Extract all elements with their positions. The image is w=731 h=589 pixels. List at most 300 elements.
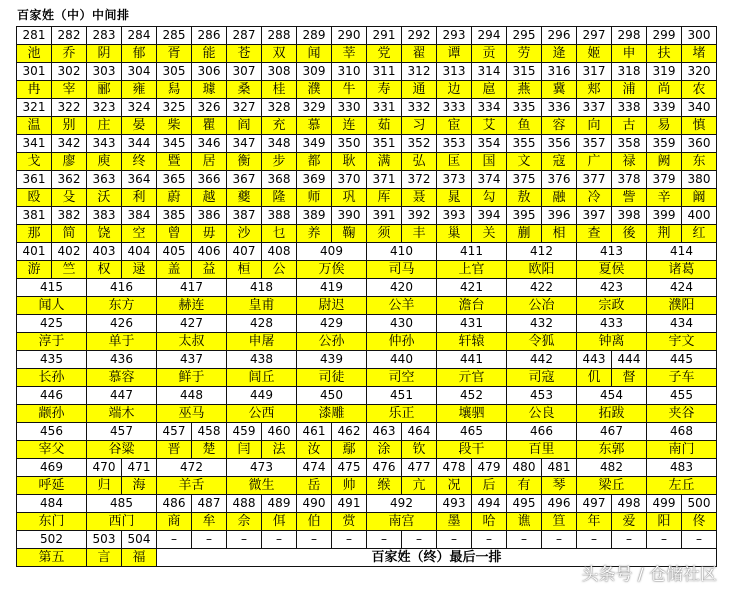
number-cell: 306 — [192, 63, 227, 81]
surname-row — [17, 261, 717, 279]
number-cell: 329 — [297, 99, 332, 117]
surname-cell: 段干 — [437, 441, 507, 459]
number-row — [17, 135, 717, 153]
number-cell: 314 — [472, 63, 507, 81]
surname-cell: 空 — [122, 225, 157, 243]
surname-cell: 通 — [402, 81, 437, 99]
number-cell: 319 — [647, 63, 682, 81]
surname-cell: 钦 — [402, 441, 437, 459]
surname-cell: 农 — [682, 81, 717, 99]
surname-cell: 佴 — [262, 513, 297, 531]
surname-cell: 沃 — [87, 189, 122, 207]
number-cell: 467 — [577, 423, 647, 441]
number-cell: 392 — [402, 207, 437, 225]
number-cell: 462 — [332, 423, 367, 441]
number-cell: 422 — [507, 279, 577, 297]
number-cell: 342 — [52, 135, 87, 153]
number-cell: 354 — [472, 135, 507, 153]
number-cell: 353 — [437, 135, 472, 153]
surname-cell: 姬 — [577, 45, 612, 63]
number-cell: 328 — [262, 99, 297, 117]
surname-cell: 容 — [542, 117, 577, 135]
number-cell: 398 — [612, 207, 647, 225]
number-cell: 311 — [367, 63, 402, 81]
number-cell: 394 — [472, 207, 507, 225]
surname-cell: 池 — [17, 45, 52, 63]
surname-cell: 易 — [647, 117, 682, 135]
number-cell: 403 — [87, 243, 122, 261]
number-cell: – — [332, 531, 367, 549]
surname-cell: 百里 — [507, 441, 577, 459]
surname-cell: 司空 — [367, 369, 437, 387]
surname-cell: 弘 — [402, 153, 437, 171]
number-cell: 290 — [332, 27, 367, 45]
surname-cell: 关 — [472, 225, 507, 243]
number-cell: 436 — [87, 351, 157, 369]
number-cell: 470 — [87, 459, 122, 477]
number-cell: 381 — [17, 207, 52, 225]
number-cell: 445 — [647, 351, 717, 369]
number-cell: 293 — [437, 27, 472, 45]
number-row — [17, 423, 717, 441]
number-cell: 351 — [367, 135, 402, 153]
number-cell: 448 — [157, 387, 227, 405]
surname-cell: 第五 — [17, 549, 87, 567]
surname-cell: 勾 — [472, 189, 507, 207]
surname-row — [17, 513, 717, 531]
number-cell: 285 — [157, 27, 192, 45]
surname-cell: 居 — [192, 153, 227, 171]
number-cell: 396 — [542, 207, 577, 225]
surname-cell: 柴 — [157, 117, 192, 135]
number-cell: 375 — [507, 171, 542, 189]
number-cell: 460 — [262, 423, 297, 441]
surname-cell: 司寇 — [507, 369, 577, 387]
table-body — [17, 27, 717, 567]
surname-cell: 廖 — [52, 153, 87, 171]
surname-cell: 申 — [612, 45, 647, 63]
surname-cell: 逄 — [542, 45, 577, 63]
number-cell: 455 — [647, 387, 717, 405]
surname-cell: 淳于 — [17, 333, 87, 351]
surname-cell: 翟 — [402, 45, 437, 63]
number-cell: 304 — [122, 63, 157, 81]
surname-cell: 扈 — [472, 81, 507, 99]
number-cell: 425 — [17, 315, 87, 333]
surname-cell: 胥 — [157, 45, 192, 63]
number-cell: 382 — [52, 207, 87, 225]
surname-cell: 殴 — [17, 189, 52, 207]
surname-row — [17, 81, 717, 99]
number-cell: 444 — [612, 351, 647, 369]
surname-cell: 能 — [192, 45, 227, 63]
surname-cell: 沙 — [227, 225, 262, 243]
surname-cell: 东 — [682, 153, 717, 171]
number-cell: 480 — [507, 459, 542, 477]
number-cell: 367 — [227, 171, 262, 189]
number-row — [17, 207, 717, 225]
number-cell: 300 — [682, 27, 717, 45]
surname-cell: 乜 — [262, 225, 297, 243]
number-cell: 303 — [87, 63, 122, 81]
watermark: 头条号 / 仓储社区 — [581, 565, 717, 585]
number-cell: 368 — [262, 171, 297, 189]
number-cell: 385 — [157, 207, 192, 225]
surname-cell: 融 — [542, 189, 577, 207]
surname-row — [17, 297, 717, 315]
surname-cell: 尚 — [647, 81, 682, 99]
number-cell: 355 — [507, 135, 542, 153]
surname-cell: 乐正 — [367, 405, 437, 423]
number-cell: – — [437, 531, 472, 549]
number-cell: 415 — [17, 279, 87, 297]
surname-cell: 公 — [262, 261, 297, 279]
surname-cell: 羊舌 — [157, 477, 227, 495]
number-cell: 281 — [17, 27, 52, 45]
surname-cell: 商 — [157, 513, 192, 531]
surname-cell: 宰父 — [17, 441, 87, 459]
surname-table — [16, 26, 717, 567]
surname-cell: 亢 — [402, 477, 437, 495]
surname-cell: 公西 — [227, 405, 297, 423]
number-cell: 389 — [297, 207, 332, 225]
number-cell: 331 — [367, 99, 402, 117]
number-cell: – — [367, 531, 402, 549]
number-row — [17, 279, 717, 297]
number-cell: 449 — [227, 387, 297, 405]
number-cell: 289 — [297, 27, 332, 45]
surname-cell: 须 — [367, 225, 402, 243]
number-cell: 447 — [87, 387, 157, 405]
number-cell: 479 — [472, 459, 507, 477]
surname-cell: 闾丘 — [227, 369, 297, 387]
number-cell: 352 — [402, 135, 437, 153]
surname-cell: 别 — [52, 117, 87, 135]
number-cell: 495 — [507, 495, 542, 513]
surname-cell: 夏侯 — [577, 261, 647, 279]
surname-cell: 皇甫 — [227, 297, 297, 315]
surname-cell: 东门 — [17, 513, 87, 531]
number-cell: 299 — [647, 27, 682, 45]
surname-cell: 欧阳 — [507, 261, 577, 279]
surname-cell: 广 — [577, 153, 612, 171]
surname-cell: 东郭 — [577, 441, 647, 459]
number-cell: 414 — [647, 243, 717, 261]
surname-cell: 温 — [17, 117, 52, 135]
surname-cell: 蔚 — [157, 189, 192, 207]
surname-cell: 向 — [577, 117, 612, 135]
number-cell: 321 — [17, 99, 52, 117]
surname-cell: 盖 — [157, 261, 192, 279]
surname-cell: 饶 — [87, 225, 122, 243]
number-cell: – — [227, 531, 262, 549]
number-cell: 482 — [577, 459, 647, 477]
number-cell: 461 — [297, 423, 332, 441]
number-cell: – — [472, 531, 507, 549]
number-cell: 335 — [507, 99, 542, 117]
number-cell: 395 — [507, 207, 542, 225]
number-cell: 441 — [437, 351, 507, 369]
number-cell: – — [577, 531, 612, 549]
number-cell: 457 — [157, 423, 192, 441]
surname-cell: 濮 — [297, 81, 332, 99]
number-cell: 324 — [122, 99, 157, 117]
number-row — [17, 351, 717, 369]
number-cell: 494 — [472, 495, 507, 513]
surname-cell: 公羊 — [367, 297, 437, 315]
surname-cell: 漆雕 — [297, 405, 367, 423]
surname-cell: 万俟 — [297, 261, 367, 279]
surname-cell: 宇文 — [647, 333, 717, 351]
surname-row — [17, 369, 717, 387]
surname-cell: 宗政 — [577, 297, 647, 315]
surname-cell: 瞿 — [192, 117, 227, 135]
surname-cell: 伯 — [297, 513, 332, 531]
number-cell: 287 — [227, 27, 262, 45]
number-cell: – — [297, 531, 332, 549]
surname-cell: 申屠 — [227, 333, 297, 351]
number-cell: 317 — [577, 63, 612, 81]
surname-cell: 步 — [262, 153, 297, 171]
number-cell: 440 — [367, 351, 437, 369]
number-cell: 471 — [122, 459, 157, 477]
number-cell: 334 — [472, 99, 507, 117]
surname-row — [17, 333, 717, 351]
number-cell: 473 — [227, 459, 297, 477]
surname-cell: 益 — [192, 261, 227, 279]
number-cell: – — [402, 531, 437, 549]
number-cell: 292 — [402, 27, 437, 45]
number-cell: 397 — [577, 207, 612, 225]
number-cell: 308 — [262, 63, 297, 81]
surname-cell: 扶 — [647, 45, 682, 63]
number-cell: 384 — [122, 207, 157, 225]
surname-cell: 闻人 — [17, 297, 87, 315]
surname-cell: 訾 — [612, 189, 647, 207]
number-cell: – — [542, 531, 577, 549]
surname-cell: 贡 — [472, 45, 507, 63]
number-cell: 376 — [542, 171, 577, 189]
surname-cell: 福 — [122, 549, 157, 567]
number-cell: 427 — [157, 315, 227, 333]
number-cell: 313 — [437, 63, 472, 81]
number-cell: 420 — [367, 279, 437, 297]
number-cell: 477 — [402, 459, 437, 477]
number-cell: 336 — [542, 99, 577, 117]
number-cell: 499 — [647, 495, 682, 513]
surname-cell: 闻 — [297, 45, 332, 63]
surname-cell: 耿 — [332, 153, 367, 171]
number-cell: 466 — [507, 423, 577, 441]
number-cell: 309 — [297, 63, 332, 81]
surname-cell: 养 — [297, 225, 332, 243]
number-cell: 402 — [52, 243, 87, 261]
surname-cell: 乔 — [52, 45, 87, 63]
surname-cell: 那 — [17, 225, 52, 243]
number-row — [17, 495, 717, 513]
number-cell: 295 — [507, 27, 542, 45]
surname-cell: 浦 — [612, 81, 647, 99]
sheet-title: 百家姓（中）中间排 — [17, 8, 130, 22]
surname-cell: 阴 — [87, 45, 122, 63]
number-row — [17, 171, 717, 189]
number-cell: 339 — [647, 99, 682, 117]
number-cell: 469 — [17, 459, 87, 477]
surname-cell: 璩 — [192, 81, 227, 99]
surname-cell: 终 — [122, 153, 157, 171]
surname-cell: 舄 — [157, 81, 192, 99]
number-cell: 411 — [437, 243, 507, 261]
surname-cell: 濮阳 — [647, 297, 717, 315]
number-cell: 492 — [367, 495, 437, 513]
number-cell: 364 — [122, 171, 157, 189]
number-cell: 419 — [297, 279, 367, 297]
surname-cell: 满 — [367, 153, 402, 171]
surname-cell: 郁 — [122, 45, 157, 63]
surname-cell: 西门 — [87, 513, 157, 531]
number-cell: 456 — [17, 423, 87, 441]
surname-cell: 左丘 — [647, 477, 717, 495]
surname-cell: 帅 — [332, 477, 367, 495]
surname-cell: 琴 — [542, 477, 577, 495]
surname-cell: 后 — [472, 477, 507, 495]
surname-cell: 笪 — [542, 513, 577, 531]
surname-row — [17, 45, 717, 63]
surname-cell: 司马 — [367, 261, 437, 279]
number-cell: 493 — [437, 495, 472, 513]
surname-cell: 公良 — [507, 405, 577, 423]
number-cell: 421 — [437, 279, 507, 297]
number-cell: 383 — [87, 207, 122, 225]
surname-cell: 桂 — [262, 81, 297, 99]
surname-cell: 古 — [612, 117, 647, 135]
number-row — [17, 243, 717, 261]
surname-cell: 上官 — [437, 261, 507, 279]
number-cell: 341 — [17, 135, 52, 153]
surname-cell: 爱 — [612, 513, 647, 531]
number-cell: 475 — [332, 459, 367, 477]
number-cell: 307 — [227, 63, 262, 81]
number-cell: 393 — [437, 207, 472, 225]
surname-cell: 归 — [87, 477, 122, 495]
surname-cell: 竺 — [52, 261, 87, 279]
surname-cell: 壤驷 — [437, 405, 507, 423]
surname-row — [17, 117, 717, 135]
number-cell: – — [647, 531, 682, 549]
surname-cell: 赏 — [332, 513, 367, 531]
surname-cell: 有 — [507, 477, 542, 495]
number-cell: 288 — [262, 27, 297, 45]
number-cell: 400 — [682, 207, 717, 225]
number-cell: 412 — [507, 243, 577, 261]
number-row — [17, 315, 717, 333]
surname-cell: 禄 — [612, 153, 647, 171]
number-cell: 326 — [192, 99, 227, 117]
number-cell: 310 — [332, 63, 367, 81]
number-cell: – — [507, 531, 542, 549]
number-cell: 450 — [297, 387, 367, 405]
number-cell: 286 — [192, 27, 227, 45]
surname-cell: 国 — [472, 153, 507, 171]
surname-row — [17, 405, 717, 423]
surname-cell: 聂 — [402, 189, 437, 207]
number-cell: 322 — [52, 99, 87, 117]
surname-cell: 闫 — [227, 441, 262, 459]
surname-cell: 佟 — [682, 513, 717, 531]
number-cell: 327 — [227, 99, 262, 117]
surname-cell: 阎 — [227, 117, 262, 135]
number-cell: 325 — [157, 99, 192, 117]
surname-cell: 隆 — [262, 189, 297, 207]
number-cell: 485 — [87, 495, 157, 513]
number-cell: 350 — [332, 135, 367, 153]
surname-cell: 茹 — [367, 117, 402, 135]
number-cell: 451 — [367, 387, 437, 405]
number-cell: 388 — [262, 207, 297, 225]
number-cell: 491 — [332, 495, 367, 513]
number-cell: 380 — [682, 171, 717, 189]
surname-cell: 哈 — [472, 513, 507, 531]
number-cell: 429 — [297, 315, 367, 333]
number-cell: 497 — [577, 495, 612, 513]
number-cell: 489 — [262, 495, 297, 513]
number-cell: 432 — [507, 315, 577, 333]
surname-cell: 巩 — [332, 189, 367, 207]
surname-cell: 雍 — [122, 81, 157, 99]
number-cell: 315 — [507, 63, 542, 81]
footer-note: 百家姓（终）最后一排 — [157, 549, 717, 567]
surname-cell: 丰 — [402, 225, 437, 243]
surname-cell: 暨 — [157, 153, 192, 171]
number-cell: 338 — [612, 99, 647, 117]
surname-cell: 法 — [262, 441, 297, 459]
surname-cell: 轩辕 — [437, 333, 507, 351]
surname-cell: 堵 — [682, 45, 717, 63]
surname-cell: 晋 — [157, 441, 192, 459]
number-cell: 360 — [682, 135, 717, 153]
surname-cell: 况 — [437, 477, 472, 495]
number-cell: 488 — [227, 495, 262, 513]
surname-cell: 鞠 — [332, 225, 367, 243]
number-row — [17, 531, 717, 549]
number-cell: 348 — [262, 135, 297, 153]
number-cell: 297 — [577, 27, 612, 45]
number-cell: 498 — [612, 495, 647, 513]
number-cell: 296 — [542, 27, 577, 45]
surname-cell: 慕 — [297, 117, 332, 135]
surname-cell: 庄 — [87, 117, 122, 135]
number-row — [17, 63, 717, 81]
surname-cell: 後 — [612, 225, 647, 243]
surname-cell: 阳 — [647, 513, 682, 531]
number-cell: 333 — [437, 99, 472, 117]
number-cell: 468 — [647, 423, 717, 441]
number-cell: – — [157, 531, 192, 549]
surname-cell: 令狐 — [507, 333, 577, 351]
surname-cell: 郏 — [577, 81, 612, 99]
number-cell: 346 — [192, 135, 227, 153]
surname-cell: 巢 — [437, 225, 472, 243]
surname-cell: 澹台 — [437, 297, 507, 315]
surname-cell: 呼延 — [17, 477, 87, 495]
number-cell: 379 — [647, 171, 682, 189]
number-cell: 500 — [682, 495, 717, 513]
surname-row — [17, 441, 717, 459]
surname-cell: 慕容 — [87, 369, 157, 387]
surname-cell: 夔 — [227, 189, 262, 207]
surname-cell: 晏 — [122, 117, 157, 135]
surname-cell: 单于 — [87, 333, 157, 351]
